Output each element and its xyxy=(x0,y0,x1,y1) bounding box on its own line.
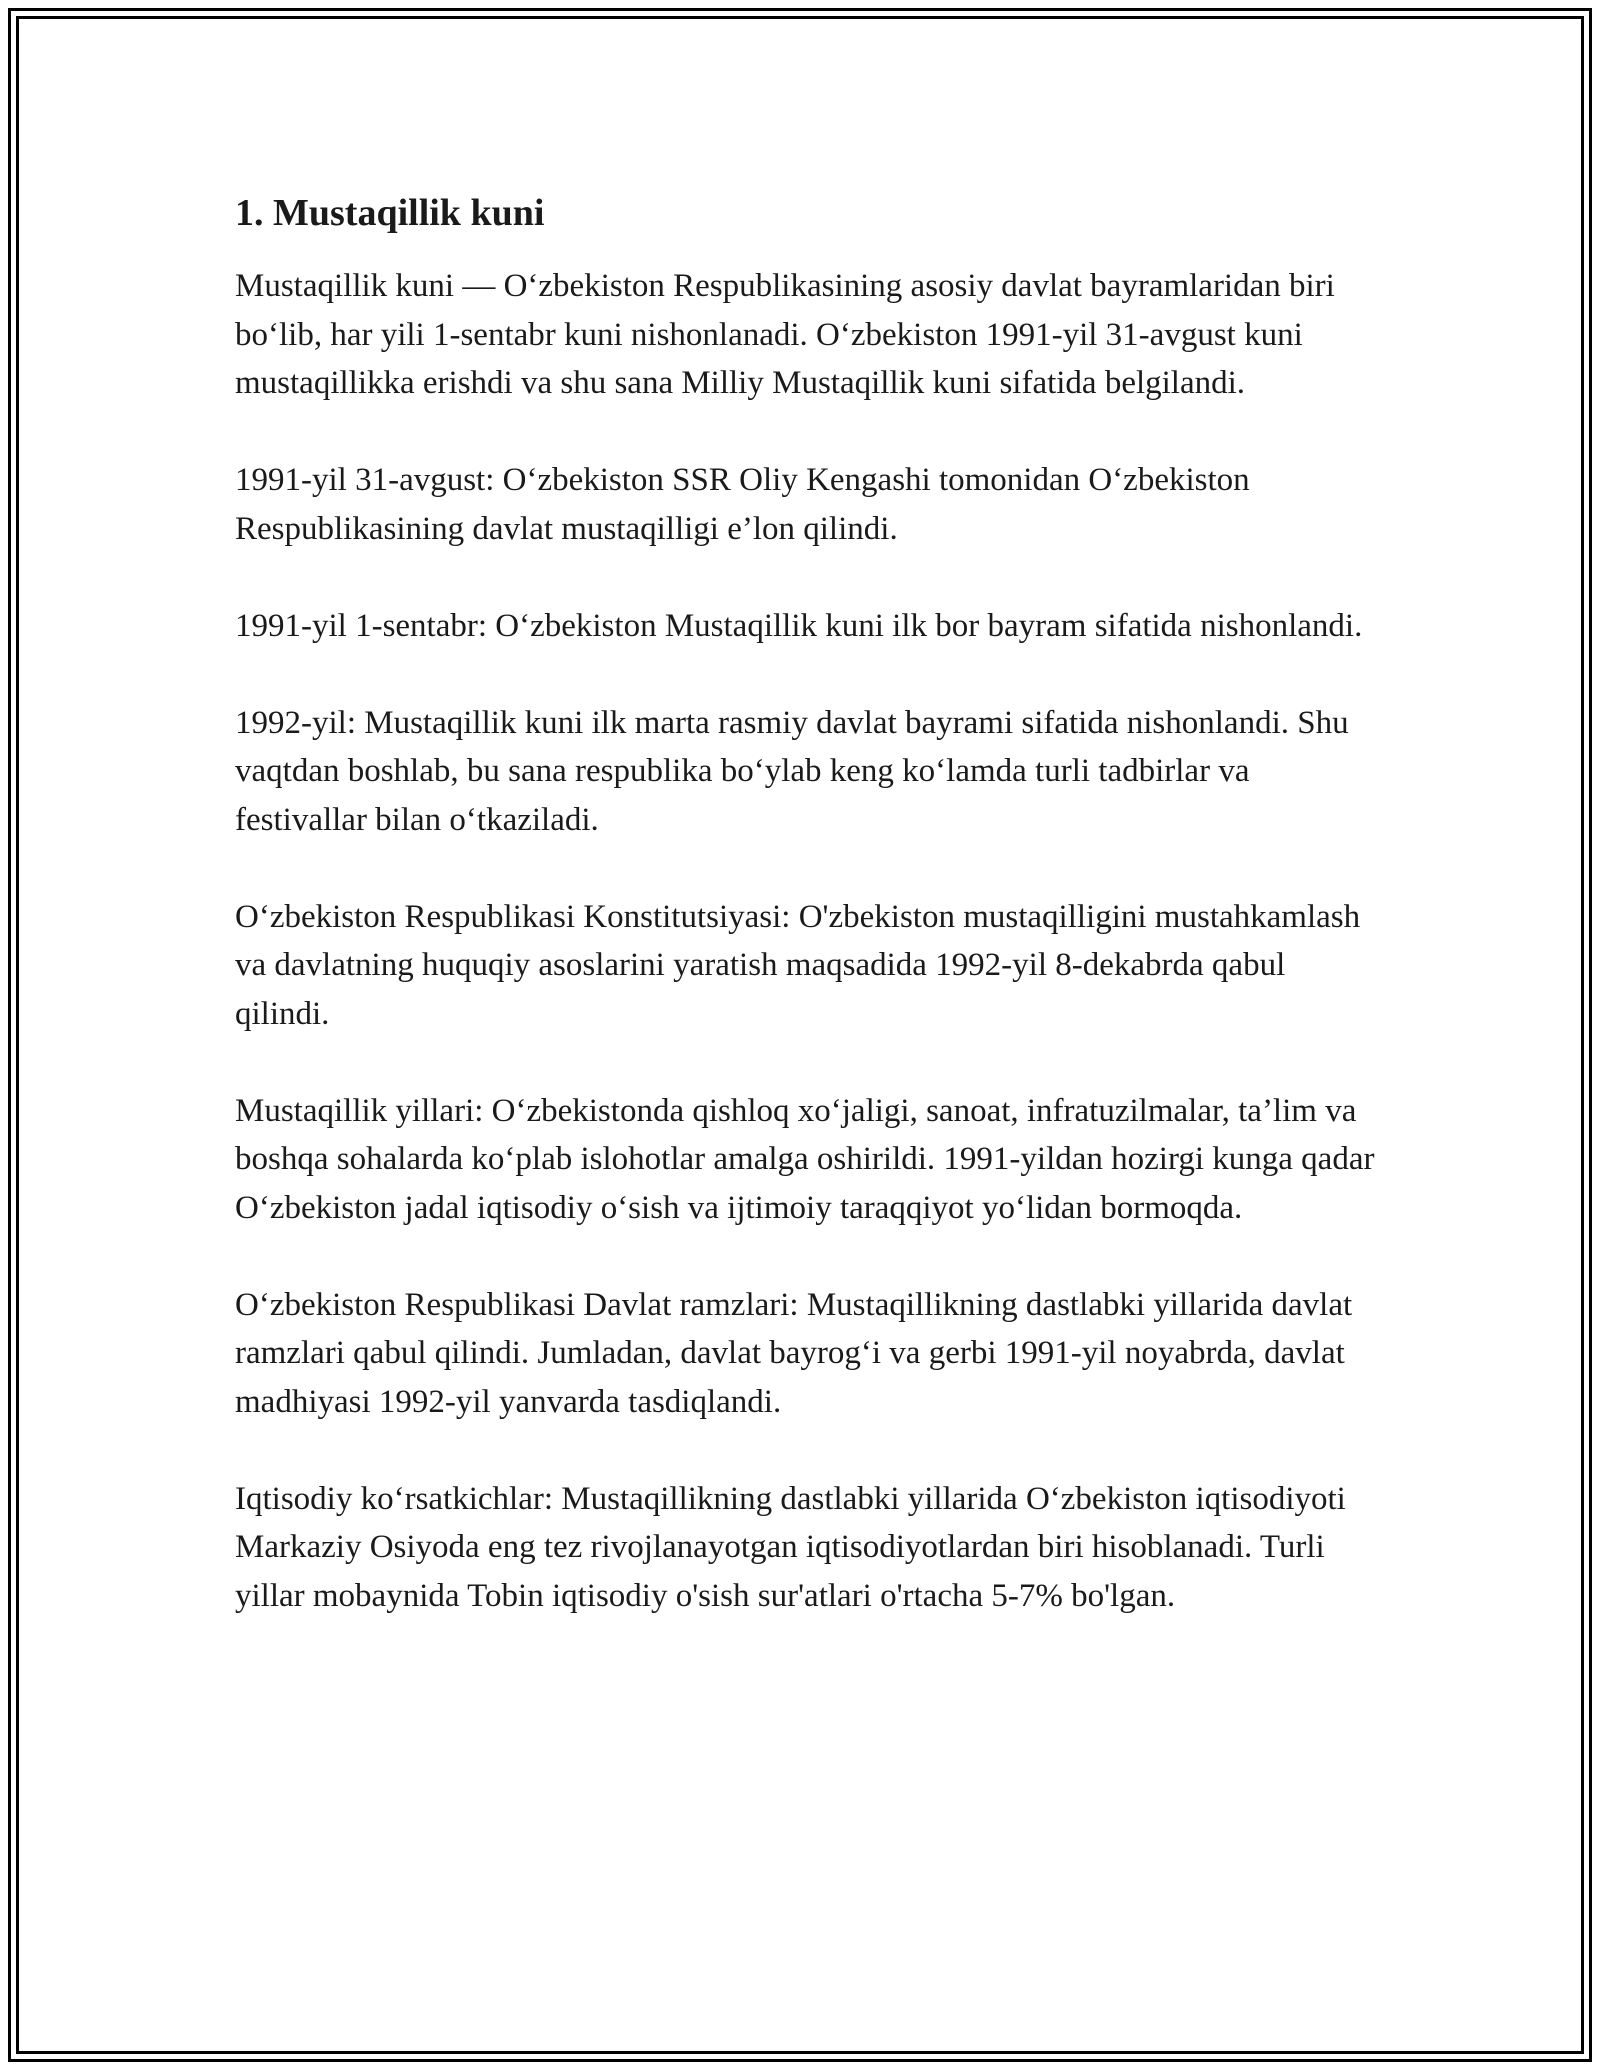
paragraph-independence-years: Mustaqillik yillari: O‘zbekistonda qishloq xo‘jaligi, sanoat, infratuzilmalar, ta’lim va boshqa sohalarda ko‘plab islohotlar amalga oshirildi. 1991-yildan hozirgi kunga qadar O‘zbekiston jadal iqtisodiy o‘sish va ijtimoiy taraqqiyot yo‘lidan bormoqda. xyxy=(235,1092,1375,1226)
document-body xyxy=(235,186,1375,1669)
paragraph-state-symbols: O‘zbekiston Respublikasi Davlat ramzlari: Mustaqillikning dastlabki yillarida davlat ramzlari qabul qilindi. Jumladan, davlat bayrog‘i va gerbi 1991-yil noyabrda, davlat madhiyasi 1992-yil yanvarda tasdiqlandi. xyxy=(235,1286,1353,1420)
document-title: 1. Mustaqillik kuni xyxy=(235,192,545,234)
paragraph-constitution: O‘zbekiston Respublikasi Konstitutsiyasi: O'zbekiston mustaqilligini mustahkamlash va davlatning huquqiy asoslarini yaratish maqsadida 1992-yil 8-dekabrda qabul qilindi. xyxy=(235,898,1361,1032)
paragraph-1992: 1992-yil: Mustaqillik kuni ilk marta rasmiy davlat bayrami sifatida nishonlandi. Shu vaqtdan boshlab, bu sana respublika bo‘ylab keng ko‘lamda turli tadbirlar va festivallar bilan o‘tkaziladi. xyxy=(235,704,1349,838)
paragraph-1991-september: 1991-yil 1-sentabr: O‘zbekiston Mustaqillik kuni ilk bor bayram sifatida nishonlandi. xyxy=(235,607,1363,644)
paragraph-intro: Mustaqillik kuni — O‘zbekiston Respublikasining asosiy davlat bayramlaridan biri bo‘lib, har yili 1-sentabr kuni nishonlanadi. O‘zbekiston 1991-yil 31-avgust kuni mustaqillikka erishdi va shu sana Milliy Mustaqillik kuni sifatida belgilandi. xyxy=(235,268,1335,401)
paragraph-economic-indicators: Iqtisodiy ko‘rsatkichlar: Mustaqillikning dastlabki yillarida O‘zbekiston iqtisodiyoti Markaziy Osiyoda eng tez rivojlanayotgan iqtisodiyotlardan biri hisoblanadi. Turli yillar mobaynida Tobin iqtisodiy o'sish sur'atlari o'rtacha 5-7% bo'lgan. xyxy=(235,1480,1346,1614)
paragraph-1991-august: 1991-yil 31-avgust: O‘zbekiston SSR Oliy Kengashi tomonidan O‘zbekiston Respublikasining davlat mustaqilligi e’lon qilindi. xyxy=(235,462,1250,547)
